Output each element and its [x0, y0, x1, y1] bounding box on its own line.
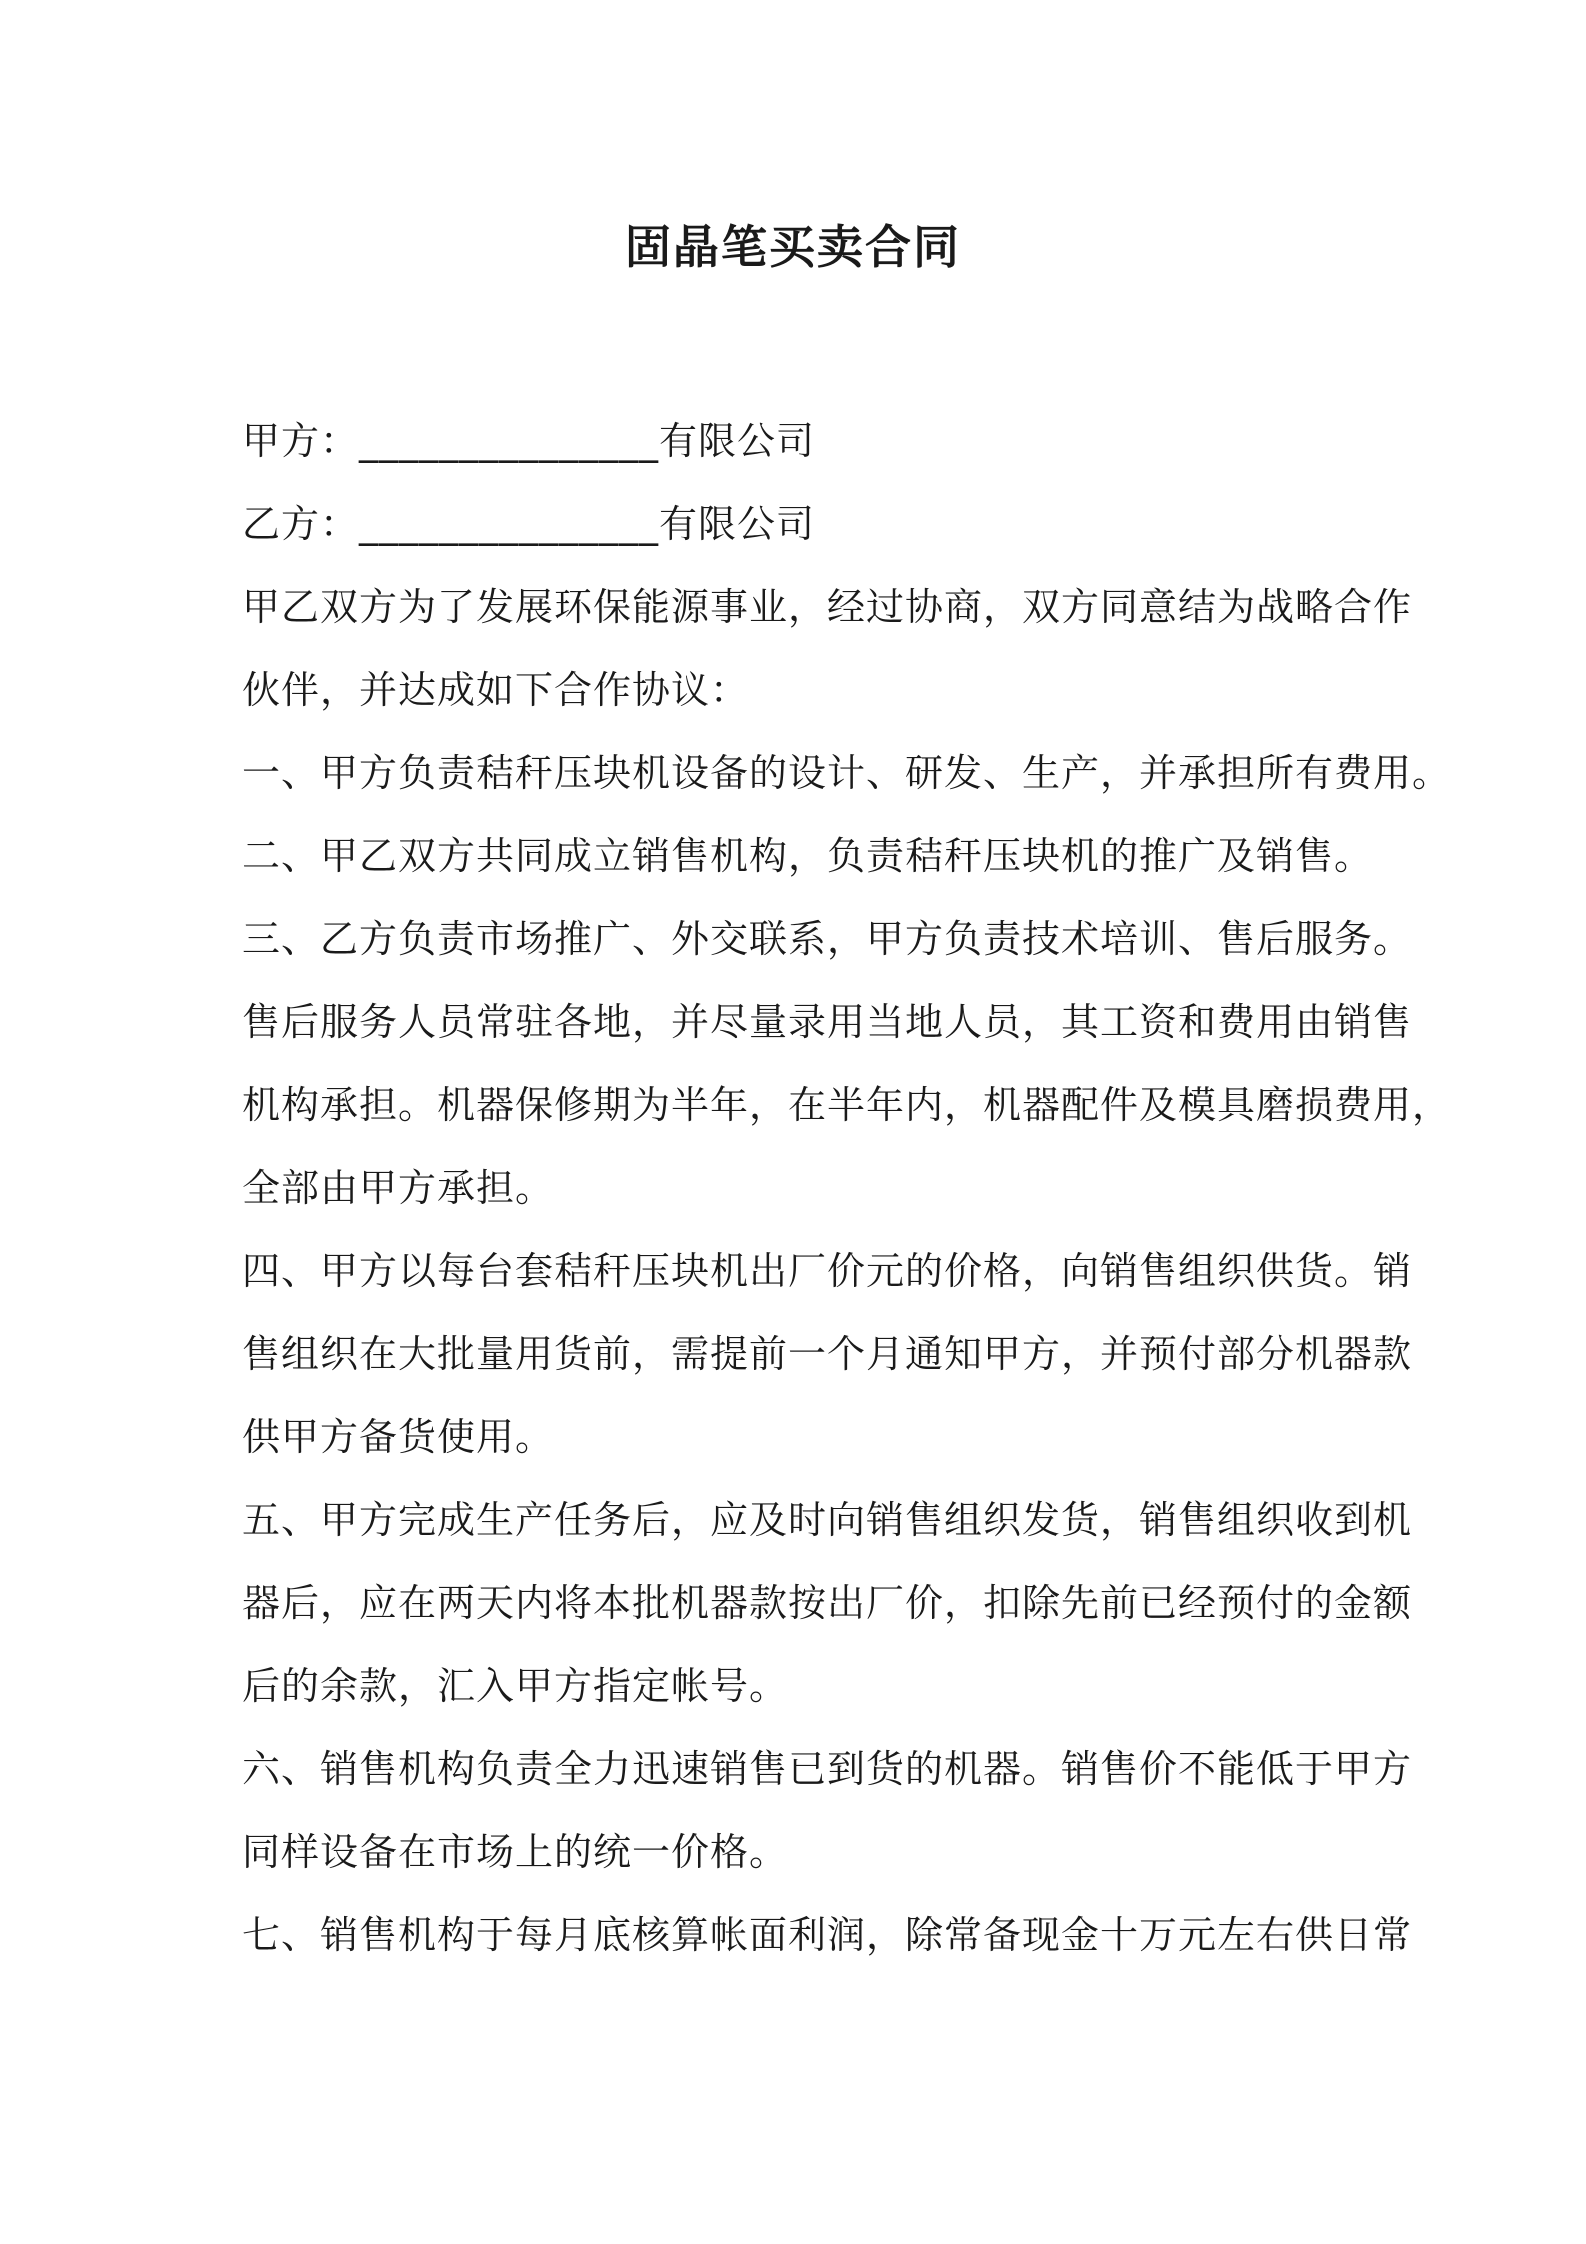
clause-3-line-2: 售后服务人员常驻各地，并尽量录用当地人员，其工资和费用由销售 [242, 1000, 1413, 1044]
clause-3-line-4: 全部由甲方承担。 [242, 1166, 555, 1210]
clause-6-line-2: 同样设备在市场上的统一价格。 [242, 1830, 789, 1874]
clause-5-line-3: 后的余款，汇入甲方指定帐号。 [242, 1664, 789, 1708]
party-b-line: 乙方：_______________有限公司 [242, 502, 816, 546]
document-title: 固晶笔买卖合同 [625, 220, 961, 274]
clause-5-line-2: 器后，应在两天内将本批机器款按出厂价，扣除先前已经预付的金额 [242, 1581, 1413, 1625]
clause-3-line-1: 三、乙方负责市场推广、外交联系，甲方负责技术培训、售后服务。 [242, 917, 1413, 961]
clause-5-line-1: 五、甲方完成生产任务后，应及时向销售组织发货，销售组织收到机 [242, 1498, 1413, 1542]
party-a-line: 甲方：_______________有限公司 [242, 419, 816, 463]
clause-4-line-2: 售组织在大批量用货前，需提前一个月通知甲方，并预付部分机器款 [242, 1332, 1413, 1376]
preamble-line-2: 伙伴，并达成如下合作协议： [242, 668, 750, 712]
clause-4-line-3: 供甲方备货使用。 [242, 1415, 555, 1459]
clause-2-line-1: 二、甲乙双方共同成立销售机构，负责秸秆压块机的推广及销售。 [242, 834, 1374, 878]
contract-body [242, 400, 1452, 1977]
clause-1-line-1: 一、甲方负责秸秆压块机设备的设计、研发、生产，并承担所有费用。 [242, 751, 1452, 795]
preamble-line-1: 甲乙双方为了发展环保能源事业，经过协商，双方同意结为战略合作 [242, 585, 1413, 629]
clause-4-line-1: 四、甲方以每台套秸秆压块机出厂价元的价格，向销售组织供货。销 [242, 1249, 1413, 1293]
clause-3-line-3: 机构承担。机器保修期为半年，在半年内，机器配件及模具磨损费用， [242, 1083, 1452, 1127]
clause-6-line-1: 六、销售机构负责全力迅速销售已到货的机器。销售价不能低于甲方 [242, 1747, 1413, 1791]
clause-7-line-1: 七、销售机构于每月底核算帐面利润，除常备现金十万元左右供日常 [242, 1913, 1413, 1957]
